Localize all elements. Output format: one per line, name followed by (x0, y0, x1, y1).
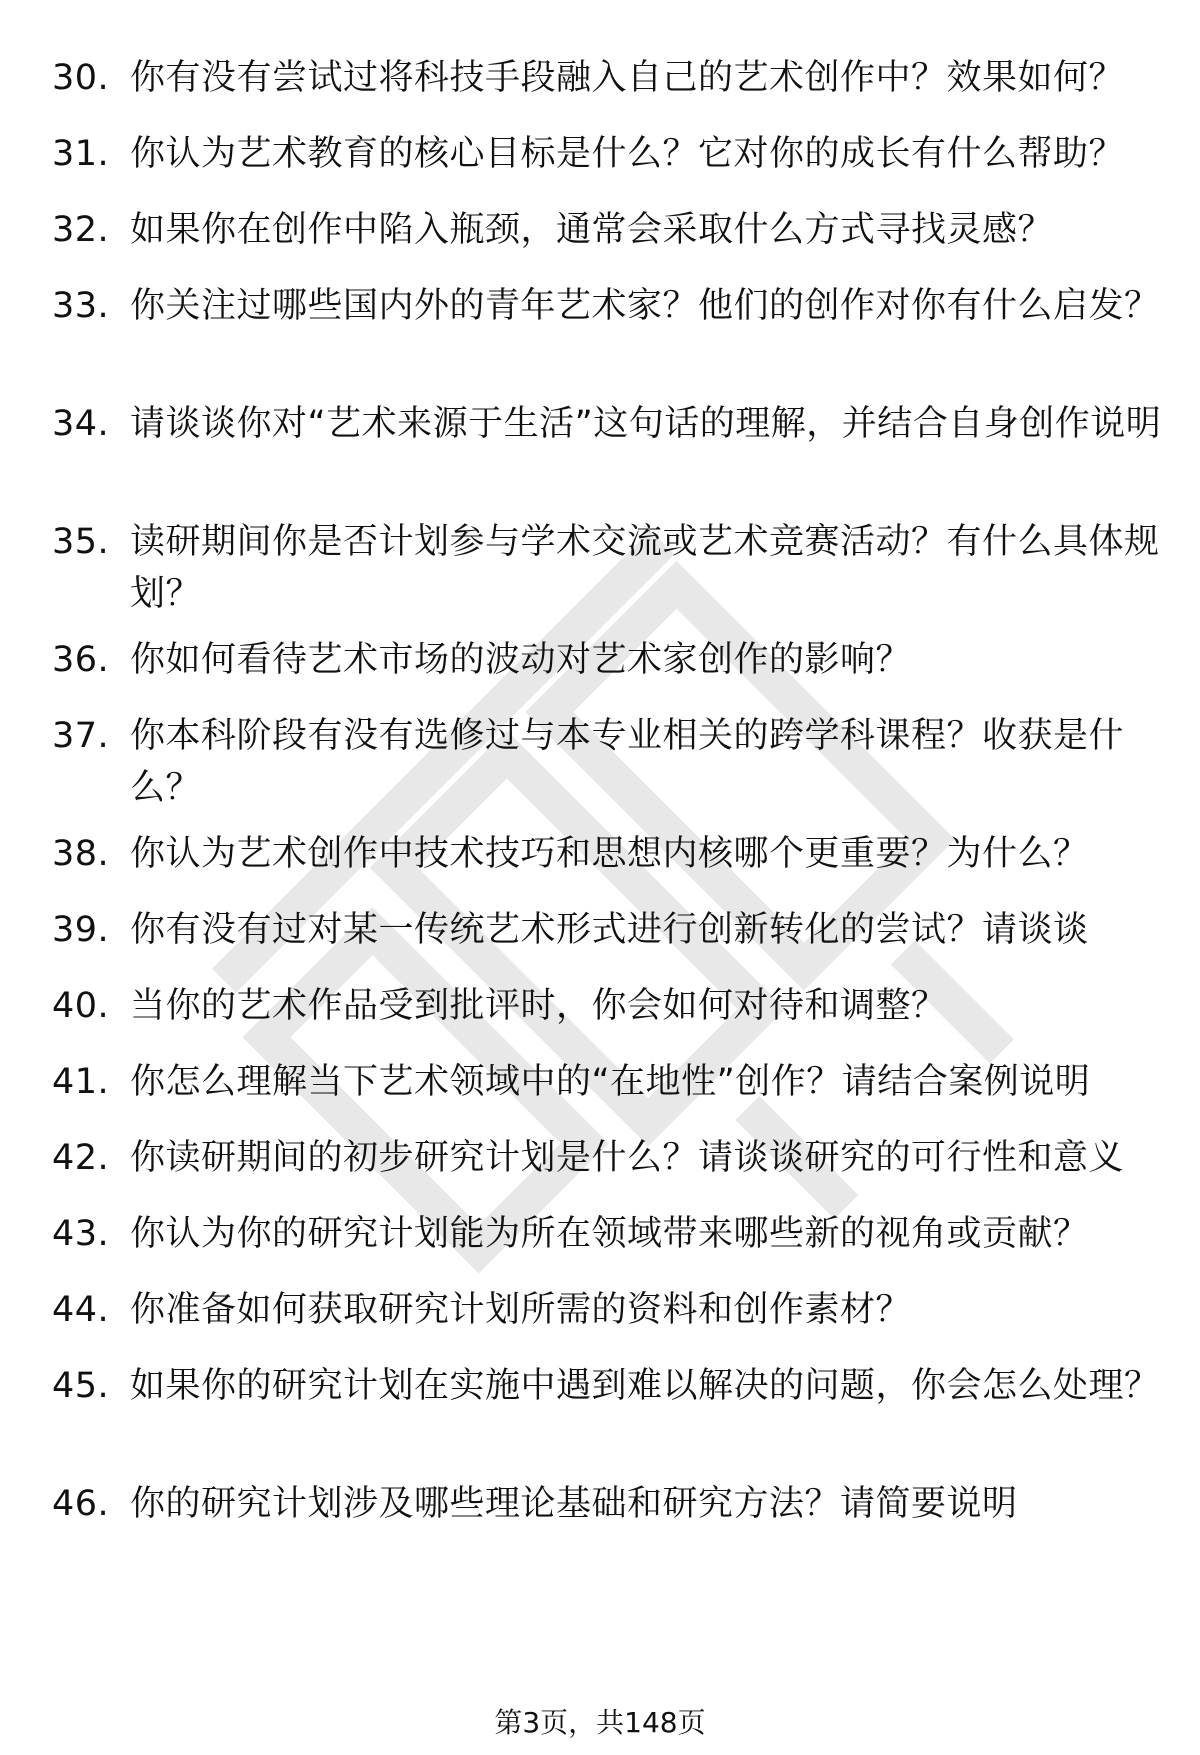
question-text: 你读研期间的初步研究计划是什么？请谈谈研究的可行性和意义 (130, 1138, 1125, 1178)
question-text: 你怎么理解当下艺术领域中的“在地性”创作？请结合案例说明 (130, 1062, 1091, 1102)
question-text: 你如何看待艺术市场的波动对艺术家创作的影响？ (130, 640, 912, 680)
question-item (52, 204, 1162, 256)
question-item (52, 1284, 1162, 1336)
question-number: 46. (52, 1484, 110, 1524)
question-item (52, 1478, 1162, 1530)
question-text: 你准备如何获取研究计划所需的资料和创作素材？ (130, 1290, 912, 1330)
question-text: 读研期间你是否计划参与学术交流或艺术竞赛活动？有什么具体规划？ (130, 522, 1160, 614)
question-item (52, 710, 1162, 814)
question-text: 你的研究计划涉及哪些理论基础和研究方法？请简要说明 (130, 1484, 1018, 1524)
question-text: 你有没有尝试过将科技手段融入自己的艺术创作中？效果如何？ (130, 58, 1125, 98)
question-item (52, 398, 1162, 450)
question-item (52, 516, 1162, 620)
question-item (52, 1132, 1162, 1184)
question-number: 39. (52, 910, 110, 950)
question-item (52, 52, 1162, 104)
question-text: 你关注过哪些国内外的青年艺术家？他们的创作对你有什么启发？ (130, 286, 1160, 326)
question-item (52, 980, 1162, 1032)
question-text: 你本科阶段有没有选修过与本专业相关的跨学科课程？收获是什么？ (130, 716, 1125, 808)
question-number: 33. (52, 286, 110, 326)
question-number: 45. (52, 1366, 110, 1406)
question-item (52, 280, 1162, 332)
question-text: 你认为艺术教育的核心目标是什么？它对你的成长有什么帮助？ (130, 134, 1125, 174)
question-text: 你认为艺术创作中技术技巧和思想内核哪个更重要？为什么？ (130, 834, 1089, 874)
question-text: 如果你在创作中陷入瓶颈，通常会采取什么方式寻找灵感？ (130, 210, 1054, 250)
question-number: 42. (52, 1138, 110, 1178)
question-text: 你有没有过对某一传统艺术形式进行创新转化的尝试？请谈谈 (130, 910, 1089, 950)
question-number: 43. (52, 1214, 110, 1254)
question-number: 36. (52, 640, 110, 680)
question-item (52, 1208, 1162, 1260)
question-text: 如果你的研究计划在实施中遇到难以解决的问题，你会怎么处理？ (130, 1366, 1160, 1406)
question-text: 你认为你的研究计划能为所在领域带来哪些新的视角或贡献？ (130, 1214, 1089, 1254)
question-number: 44. (52, 1290, 110, 1330)
question-item (52, 828, 1162, 880)
question-number: 35. (52, 522, 110, 562)
question-number: 40. (52, 986, 110, 1026)
question-number: 30. (52, 58, 110, 98)
page-footer: 第3页，共148页 (494, 1706, 706, 1739)
question-number: 31. (52, 134, 110, 174)
question-text: 当你的艺术作品受到批评时，你会如何对待和调整？ (130, 986, 947, 1026)
question-item (52, 634, 1162, 686)
question-item (52, 128, 1162, 180)
question-item (52, 1360, 1162, 1412)
question-text: 请谈谈你对“艺术来源于生活”这句话的理解，并结合自身创作说明 (130, 404, 1162, 444)
question-number: 41. (52, 1062, 110, 1102)
question-number: 38. (52, 834, 110, 874)
question-number: 34. (52, 404, 110, 444)
question-item (52, 904, 1162, 956)
question-number: 32. (52, 210, 110, 250)
question-number: 37. (52, 716, 110, 756)
question-item (52, 1056, 1162, 1108)
